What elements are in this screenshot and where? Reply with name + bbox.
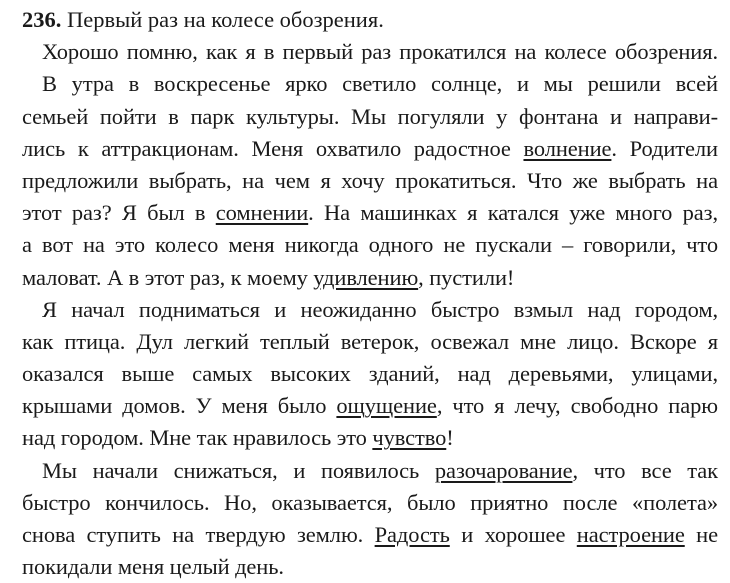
text-segment: . На машинках я катался уже много раз,	[308, 200, 718, 226]
text-line	[22, 101, 718, 133]
text-line	[22, 326, 718, 358]
underlined-word: сомнении	[215, 200, 309, 226]
text-line	[22, 390, 718, 422]
exercise-heading	[22, 4, 718, 36]
text-segment: не	[684, 522, 719, 547]
text-line	[22, 165, 718, 197]
underlined-word: чувство	[372, 425, 447, 451]
text-line	[22, 133, 718, 165]
text-segment: предложили выбрать, на чем я хочу прокатиться. Что же выбрать на	[22, 167, 718, 193]
text-line	[22, 551, 718, 583]
text-segment: снова ступить на твердую землю.	[22, 522, 375, 547]
text-segment: и хорошее	[449, 522, 577, 547]
underlined-word: удивлению	[313, 264, 419, 290]
text-segment: Мы начали снижаться, и появилось	[42, 457, 435, 483]
underlined-word: ощущение	[336, 393, 437, 419]
text-segment: быстро кончилось. Но, оказывается, было приятно после «полета»	[22, 489, 718, 515]
text-line	[22, 358, 718, 390]
text-segment: , что я лечу, свободно парю	[436, 393, 718, 419]
text-line	[22, 68, 718, 100]
text-segment: , пустили!	[418, 264, 515, 290]
text-line	[22, 422, 718, 454]
text-line	[22, 294, 718, 326]
text-segment: семьей пойти в парк культуры. Мы погуляли у фонтана и направи-	[22, 103, 718, 129]
text-segment: !	[446, 425, 454, 451]
text-segment: маловат. А в этот раз, к моему	[22, 264, 314, 290]
text-line	[22, 262, 718, 294]
text-segment: Я начал подниматься и неожиданно быстро взмыл над городом,	[42, 296, 718, 322]
text-segment: этот раз? Я был в	[22, 200, 216, 226]
text-line	[22, 519, 718, 551]
underlined-word: разочарование	[434, 457, 573, 483]
text-segment: лись к аттракционам. Меня охватило радостное	[22, 135, 524, 161]
text-segment: над городом. Мне так нравилось это	[22, 425, 373, 451]
exercise-number: 236.	[22, 7, 62, 32]
text-segment: В утра в воскресенье ярко светило солнце, и мы решили всей	[42, 71, 718, 97]
underlined-word: настроение	[576, 522, 685, 547]
text-segment: а вот на это колесо меня никогда одного не пускали – говорили, что	[22, 232, 718, 258]
text-line	[22, 197, 718, 229]
text-line	[22, 36, 718, 68]
exercise-text	[22, 36, 718, 583]
text-segment: как птица. Дул легкий теплый ветерок, освежал мне лицо. Вскоре я	[22, 328, 718, 354]
text-segment: крышами домов. У меня было	[22, 393, 337, 419]
text-segment: покидали меня целый день.	[22, 554, 284, 580]
text-segment: . Родители	[611, 135, 718, 161]
text-line	[22, 455, 718, 487]
text-segment: оказался выше самых высоких зданий, над деревьями, улицами,	[22, 361, 718, 387]
underlined-word: Радость	[374, 522, 450, 547]
text-segment: , что все так	[572, 457, 718, 483]
text-segment: Хорошо помню, как я в первый раз прокатился на колесе обозрения.	[42, 39, 718, 65]
text-line	[22, 229, 718, 261]
underlined-word: волнение	[523, 135, 612, 161]
text-line	[22, 487, 718, 519]
exercise-title: Первый раз на колесе обозрения.	[67, 7, 384, 32]
